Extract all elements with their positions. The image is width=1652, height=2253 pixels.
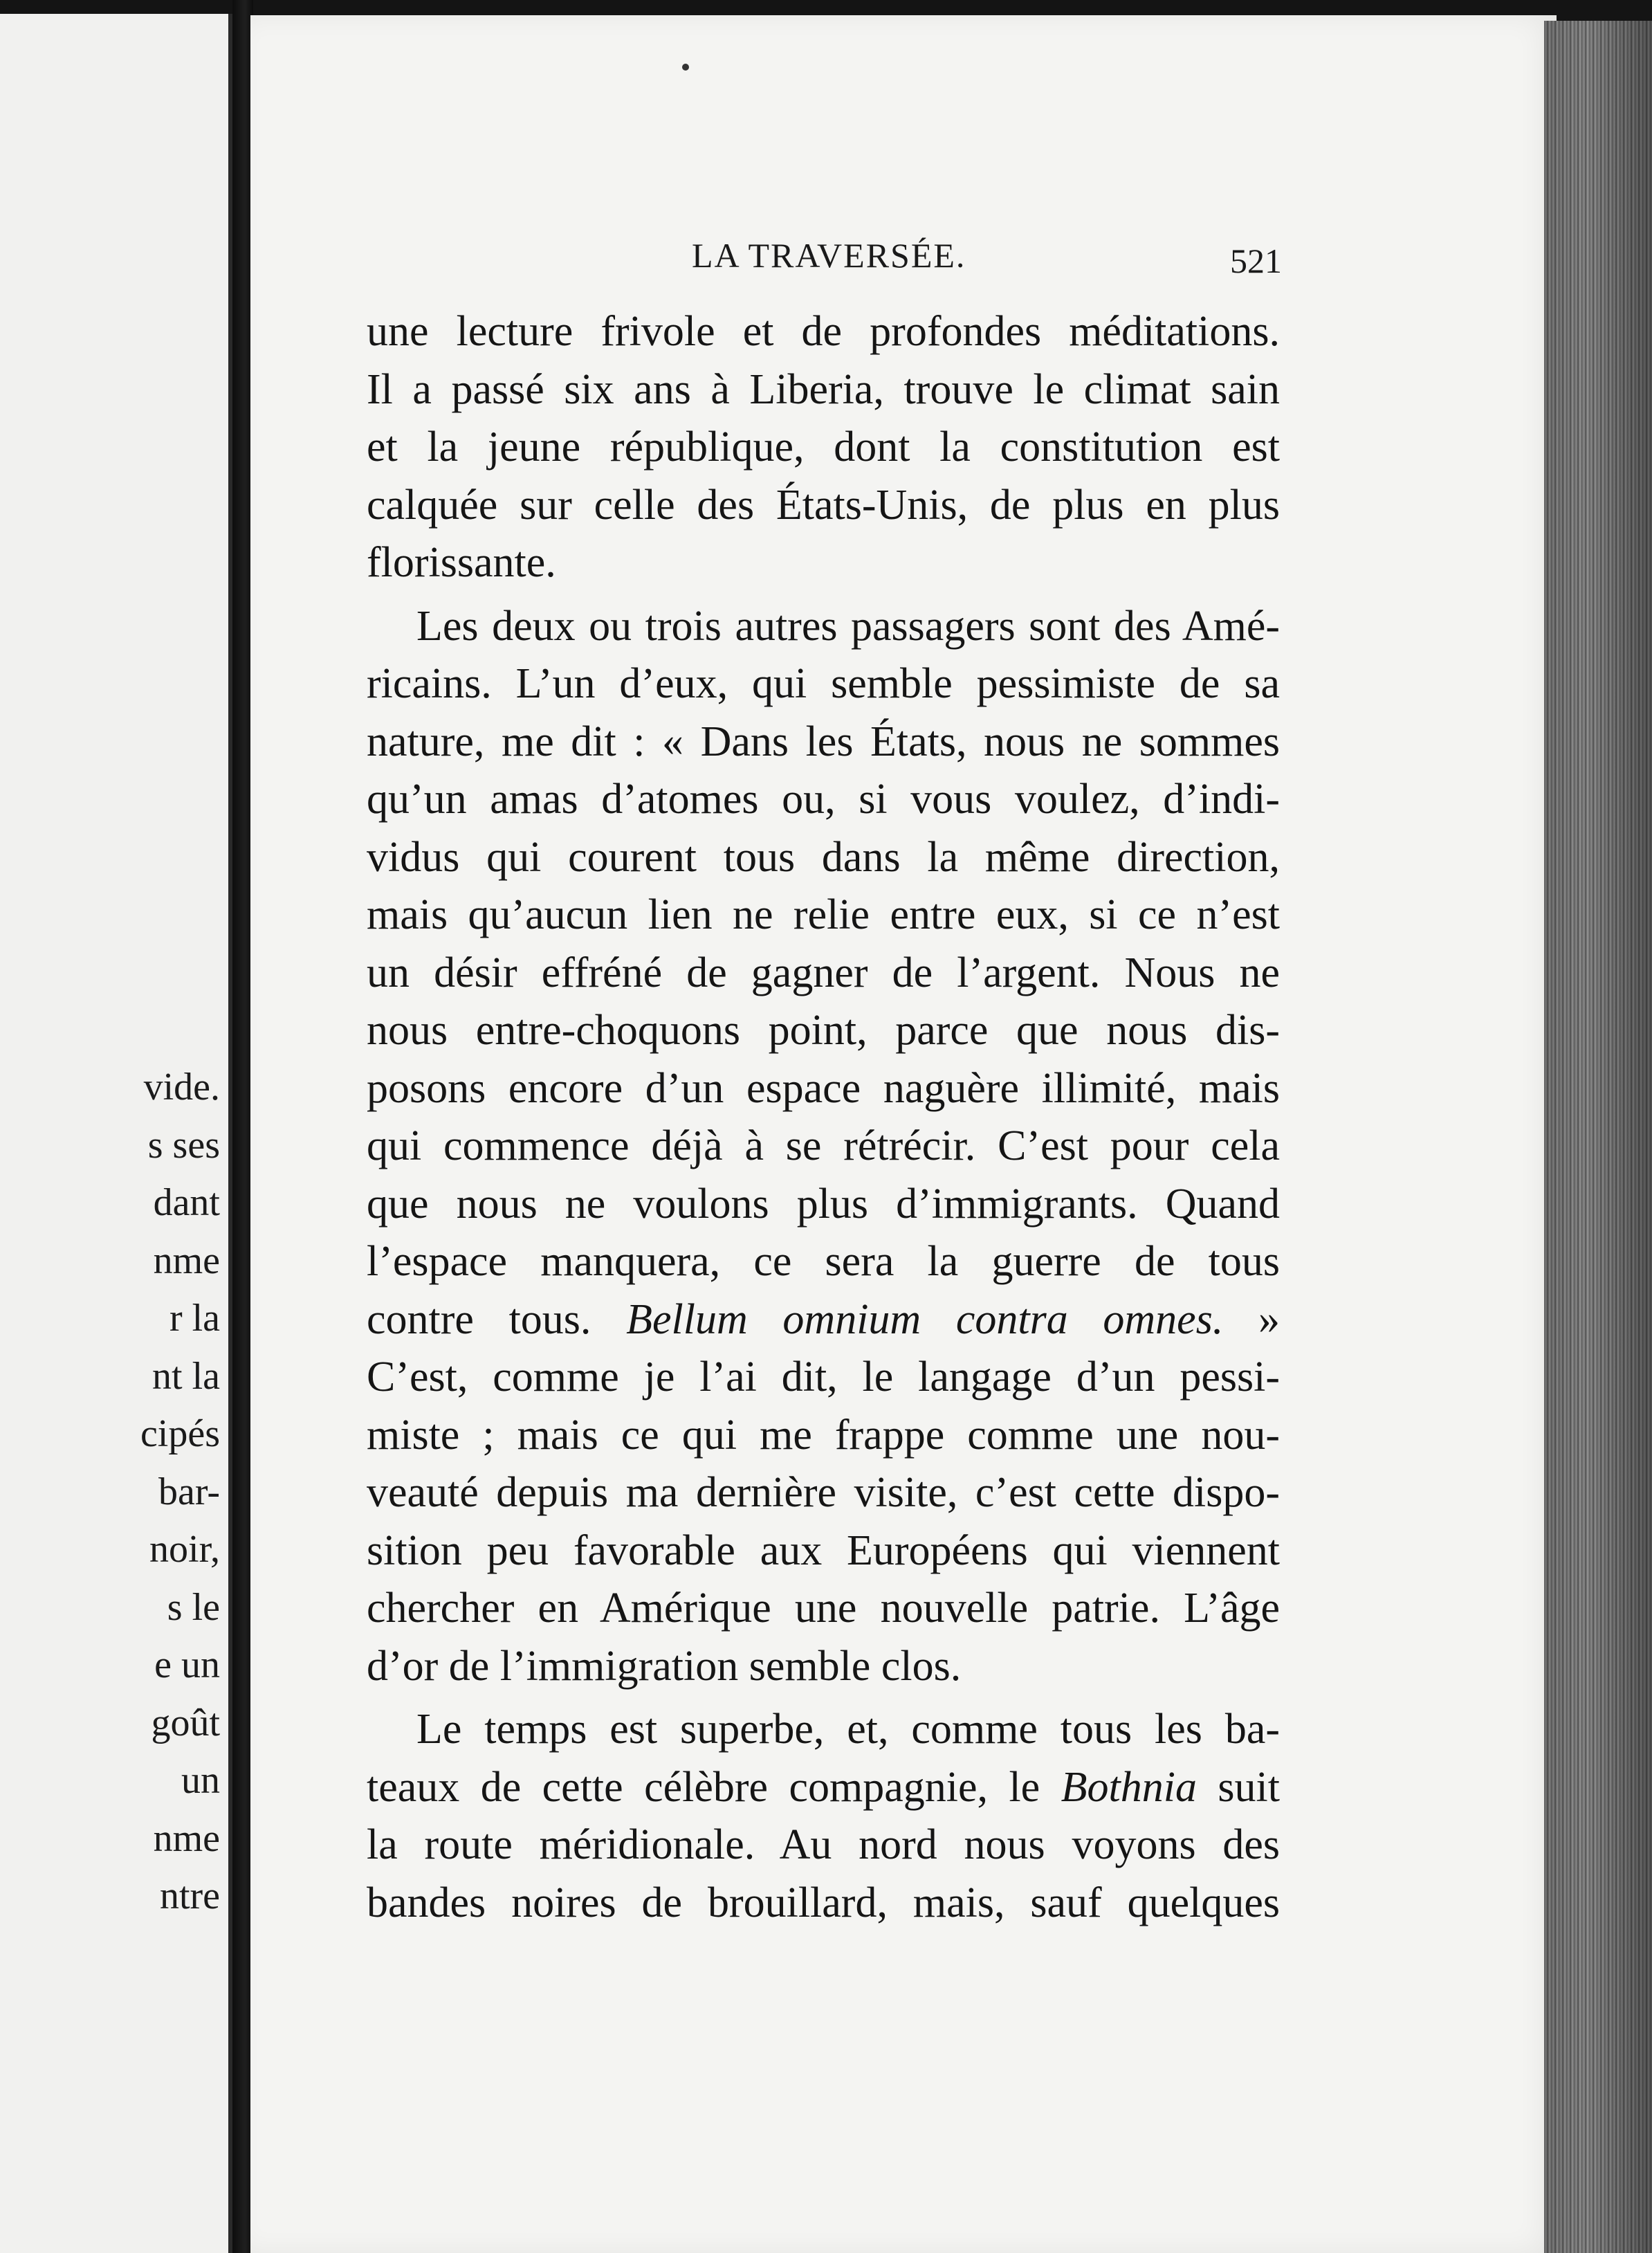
- left-page-text-fragments: [0, 1059, 226, 1926]
- text-line: l’espace manquera, ce sera la guerre de tous: [367, 1238, 1280, 1285]
- text-line-latin: [367, 1291, 1280, 1349]
- left-fragment-line: vide.: [143, 1066, 220, 1109]
- text-line: veauté depuis ma dernière visite, c’est cette dispo-: [367, 1469, 1280, 1516]
- text-line: Le temps est superbe, et, comme tous les ba-: [416, 1706, 1280, 1753]
- paragraph: [367, 1701, 1280, 1932]
- left-fragment-line: nme: [153, 1239, 220, 1282]
- text-line-ship: [367, 1759, 1280, 1817]
- text-line: florissante.: [367, 539, 556, 586]
- text-line: miste ; mais ce qui me frappe comme une nou-: [367, 1411, 1280, 1459]
- paragraph: [367, 598, 1280, 1696]
- left-facing-page: [0, 14, 232, 2253]
- left-fragment-line: e un: [154, 1643, 220, 1686]
- left-fragment-line: s ses: [147, 1123, 220, 1167]
- text-segment: suit: [1218, 1763, 1281, 1811]
- left-fragment-line: goût: [151, 1701, 220, 1744]
- body-text: [367, 303, 1280, 1932]
- text-line: calquée sur celle des États-Unis, de plus en plus: [367, 481, 1280, 529]
- text-line: C’est, comme je l’ai dit, le langage d’un pessi-: [367, 1353, 1280, 1401]
- left-fragment-line: bar-: [158, 1470, 220, 1513]
- text-line: que nous ne voulons plus d’immigrants. Quand: [367, 1180, 1280, 1228]
- text-line: Il a passé six ans à Liberia, trouve le climat sain: [367, 365, 1280, 413]
- text-line: sition peu favorable aux Européens qui viennent: [367, 1526, 1280, 1574]
- running-head: LA TRAVERSÉE.: [692, 236, 966, 275]
- text-line: un désir effréné de gagner de l’argent. Nous ne: [367, 949, 1280, 996]
- text-line: bandes noires de brouillard, mais, sauf quelques: [367, 1879, 1280, 1926]
- left-fragment-line: ntre: [159, 1875, 220, 1917]
- paragraph: [367, 303, 1280, 592]
- left-fragment-line: cipés: [140, 1412, 220, 1455]
- text-line: nous entre-choquons point, parce que nous dis-: [367, 1007, 1280, 1054]
- text-segment: teaux de cette célèbre compagnie, le: [367, 1763, 1040, 1811]
- text-line: chercher en Amérique une nouvelle patrie. L’âge: [367, 1585, 1280, 1632]
- left-fragment-line: r la: [169, 1297, 220, 1340]
- text-line: la route méridionale. Au nord nous voyons des: [367, 1821, 1280, 1868]
- text-line: mais qu’aucun lien ne relie entre eux, si ce n’est: [367, 891, 1280, 938]
- text-line: qu’un amas d’atomes ou, si vous voulez, d’indi-: [367, 776, 1280, 823]
- left-fragment-line: nt la: [152, 1354, 220, 1398]
- text-line: et la jeune république, dont la constitution est: [367, 423, 1280, 471]
- text-line: posons encore d’un espace naguère illimité, mais: [367, 1064, 1280, 1112]
- left-fragment-line: dant: [153, 1181, 220, 1224]
- left-fragment-line: un: [181, 1759, 220, 1802]
- page-edges-shadow: [1544, 21, 1652, 2253]
- text-line: ricains. L’un d’eux, qui semble pessimiste de sa: [367, 660, 1280, 707]
- left-fragment-line: noir,: [149, 1528, 220, 1571]
- text-line: qui commence déjà à se rétrécir. C’est pour cela: [367, 1122, 1280, 1169]
- quote-close: »: [1258, 1295, 1281, 1343]
- text-line: d’or de l’immigration semble clos.: [367, 1642, 962, 1690]
- ink-dot: [682, 64, 689, 71]
- left-fragment-line: s le: [167, 1585, 220, 1629]
- text-line: Les deux ou trois autres passagers sont des Amé-: [416, 602, 1280, 650]
- left-fragment-line: nme: [153, 1816, 220, 1860]
- latin-phrase: Bellum omnium contra omnes.: [626, 1295, 1224, 1343]
- text-line: nature, me dit : « Dans les États, nous ne sommes: [367, 718, 1280, 765]
- ship-name: Bothnia: [1061, 1763, 1197, 1811]
- text-line: vidus qui courent tous dans la même direction,: [367, 833, 1280, 881]
- page-number: 521: [1230, 241, 1282, 280]
- text-line: une lecture frivole et de profondes méditations.: [367, 308, 1280, 355]
- text-segment: contre tous.: [367, 1295, 591, 1343]
